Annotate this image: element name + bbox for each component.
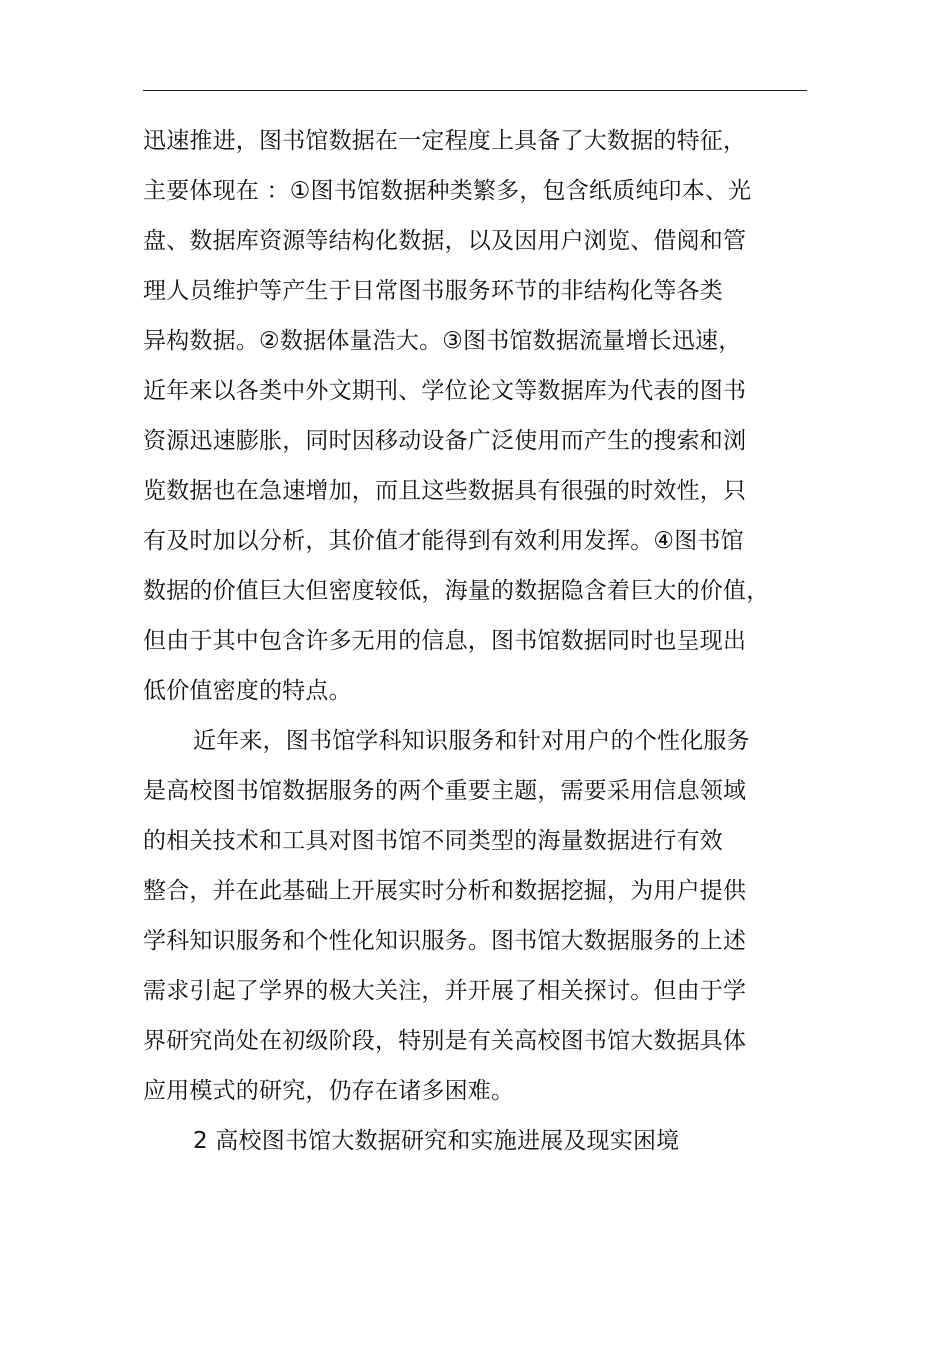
text-line: 界研究尚处在初级阶段，特别是有关高校图书馆大数据具体 — [143, 1028, 747, 1054]
text-line: 盘、数据库资源等结构化数据，以及因用户浏览、借阅和管 — [143, 228, 747, 254]
text-line: 览数据也在急速增加，而且这些数据具有很强的时效性，只 — [143, 478, 747, 504]
text-line: 近年来以各类中外文期刊、学位论文等数据库为代表的图书 — [143, 378, 747, 404]
text-line: 的相关技术和工具对图书馆不同类型的海量数据进行有效 — [143, 828, 723, 854]
text-line: 应用模式的研究，仍存在诸多困难。 — [143, 1078, 515, 1104]
text-line: 资源迅速膨胀，同时因移动设备广泛使用而产生的搜索和浏 — [143, 428, 747, 454]
text-line: 低价值密度的特点。 — [143, 678, 352, 704]
text-line: 学科知识服务和个性化知识服务。图书馆大数据服务的上述 — [143, 928, 747, 954]
text-line: 是高校图书馆数据服务的两个重要主题，需要采用信息领域 — [143, 778, 747, 804]
text-line: 异构数据。②数据体量浩大。③图书馆数据流量增长迅速， — [143, 328, 742, 354]
text-line: 整合，并在此基础上开展实时分析和数据挖掘，为用户提供 — [143, 878, 747, 904]
text-line: 有及时加以分析，其价值才能得到有效利用发挥。④图书馆 — [143, 528, 744, 554]
text-line: 数据的价值巨大但密度较低，海量的数据隐含着巨大的价值， — [143, 578, 770, 604]
paragraph-first-line: 近年来，图书馆学科知识服务和针对用户的个性化服务 — [193, 728, 750, 754]
text-line: 但由于其中包含许多无用的信息，图书馆数据同时也呈现出 — [143, 628, 747, 654]
header-rule — [143, 90, 807, 91]
section-heading: 2 高校图书馆大数据研究和实施进展及现实困境 — [193, 1128, 680, 1154]
text-line: 理人员维护等产生于日常图书服务环节的非结构化等各类 — [143, 278, 723, 304]
text-line: 需求引起了学界的极大关注，并开展了相关探讨。但由于学 — [143, 978, 747, 1004]
text-line: 主要体现在 ：①图书馆数据种类繁多，包含纸质纯印本、光 — [143, 178, 752, 204]
text-line: 迅速推进，图书馆数据在一定程度上具备了大数据的特征， — [143, 128, 747, 154]
